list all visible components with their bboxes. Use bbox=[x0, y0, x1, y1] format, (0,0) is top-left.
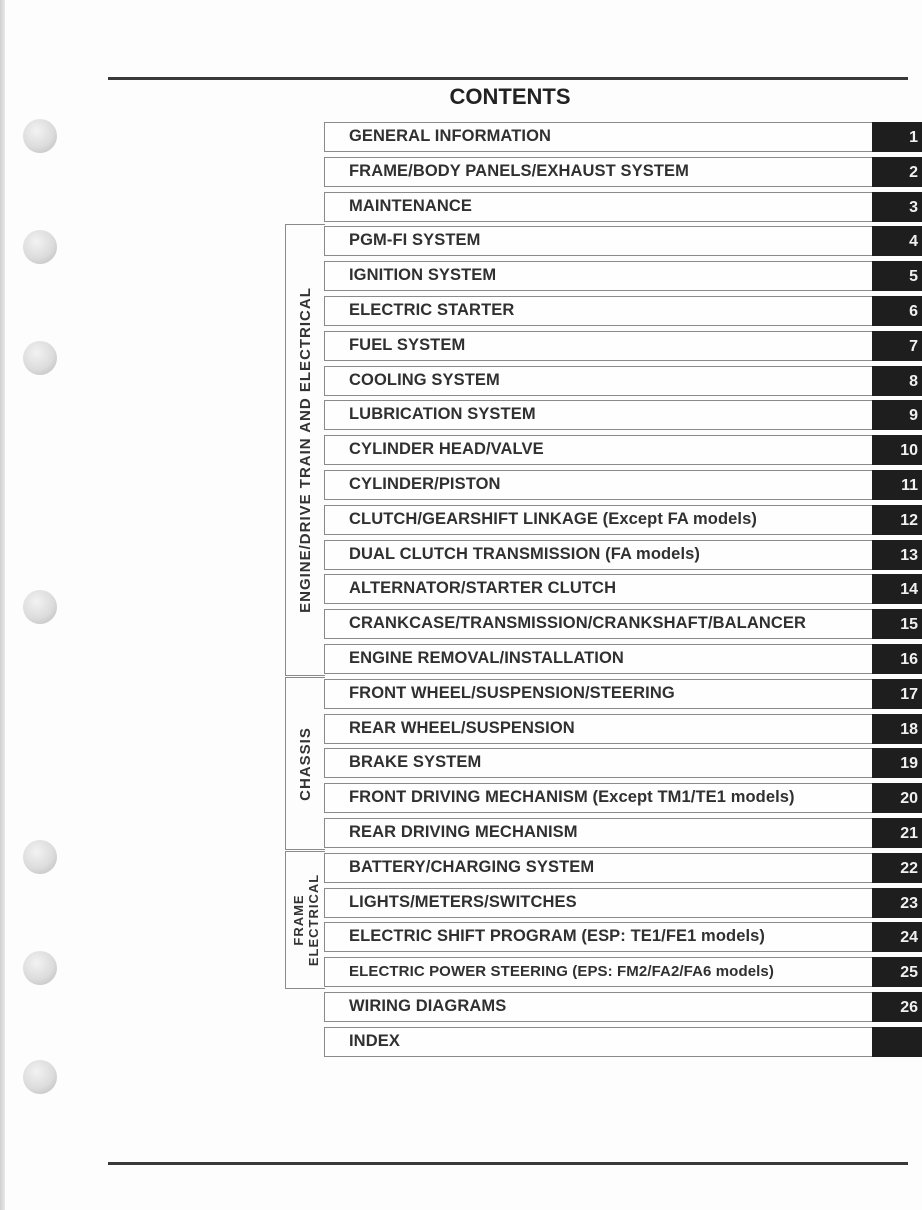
section-tab[interactable]: 4 bbox=[872, 226, 922, 256]
toc-row[interactable] bbox=[324, 296, 872, 326]
section-tab[interactable]: 19 bbox=[872, 748, 922, 778]
section-tab[interactable]: 11 bbox=[872, 470, 922, 500]
section-tab[interactable]: 12 bbox=[872, 505, 922, 535]
section-tab[interactable]: 3 bbox=[872, 192, 922, 222]
bottom-rule bbox=[108, 1162, 908, 1165]
section-tab[interactable]: 23 bbox=[872, 888, 922, 918]
group-frame-electrical bbox=[285, 851, 325, 989]
toc-row[interactable] bbox=[324, 888, 872, 918]
section-title[interactable]: LIGHTS/METERS/SWITCHES bbox=[349, 893, 577, 911]
toc-row[interactable] bbox=[324, 922, 872, 952]
toc-row[interactable] bbox=[324, 748, 872, 778]
toc-row[interactable] bbox=[324, 1027, 872, 1057]
section-title[interactable]: FUEL SYSTEM bbox=[349, 336, 466, 354]
section-title[interactable]: COOLING SYSTEM bbox=[349, 371, 500, 389]
toc-row[interactable] bbox=[324, 470, 872, 500]
group-engine-drive-train-electrical bbox=[285, 224, 325, 676]
section-title[interactable]: CRANKCASE/TRANSMISSION/CRANKSHAFT/BALANCER bbox=[349, 614, 807, 632]
section-title[interactable]: ELECTRIC STARTER bbox=[349, 301, 515, 319]
binder-hole bbox=[23, 840, 57, 874]
section-title[interactable]: BATTERY/CHARGING SYSTEM bbox=[349, 858, 595, 876]
section-tab[interactable]: 14 bbox=[872, 574, 922, 604]
group-label: FRAME ELECTRICAL bbox=[290, 873, 321, 967]
section-title[interactable]: IGNITION SYSTEM bbox=[349, 266, 497, 284]
section-title[interactable]: ALTERNATOR/STARTER CLUTCH bbox=[349, 579, 617, 597]
toc-row[interactable] bbox=[324, 435, 872, 465]
section-tab[interactable]: 26 bbox=[872, 992, 922, 1022]
section-tab[interactable]: 5 bbox=[872, 261, 922, 291]
toc-row[interactable] bbox=[324, 192, 872, 222]
section-tab[interactable]: 1 bbox=[872, 122, 922, 152]
toc-row[interactable] bbox=[324, 261, 872, 291]
section-tab[interactable]: 25 bbox=[872, 957, 922, 987]
binder-hole bbox=[23, 590, 57, 624]
binder-hole bbox=[23, 1060, 57, 1094]
section-tab[interactable]: 15 bbox=[872, 609, 922, 639]
binder-hole bbox=[23, 951, 57, 985]
section-tab[interactable]: 8 bbox=[872, 366, 922, 396]
section-title[interactable]: GENERAL INFORMATION bbox=[349, 127, 552, 145]
section-tab[interactable]: 22 bbox=[872, 853, 922, 883]
section-tab[interactable]: 7 bbox=[872, 331, 922, 361]
toc-row[interactable] bbox=[324, 157, 872, 187]
section-title[interactable]: CYLINDER/PISTON bbox=[349, 475, 501, 493]
section-title[interactable]: PGM-FI SYSTEM bbox=[349, 231, 481, 249]
toc-row[interactable] bbox=[324, 957, 872, 987]
section-tab[interactable]: 24 bbox=[872, 922, 922, 952]
toc-row[interactable] bbox=[324, 574, 872, 604]
toc-row[interactable] bbox=[324, 505, 872, 535]
section-title[interactable]: WIRING DIAGRAMS bbox=[349, 997, 507, 1015]
section-title[interactable]: ELECTRIC POWER STEERING (EPS: FM2/FA2/FA6 models) bbox=[349, 963, 774, 980]
section-title[interactable]: ELECTRIC SHIFT PROGRAM (ESP: TE1/FE1 models) bbox=[349, 927, 766, 945]
section-title[interactable]: LUBRICATION SYSTEM bbox=[349, 405, 536, 423]
section-title[interactable]: INDEX bbox=[349, 1032, 400, 1050]
binder-hole bbox=[23, 230, 57, 264]
section-tab[interactable]: 10 bbox=[872, 435, 922, 465]
section-tab[interactable]: 18 bbox=[872, 714, 922, 744]
section-title[interactable]: ENGINE REMOVAL/INSTALLATION bbox=[349, 649, 624, 667]
toc-row[interactable] bbox=[324, 853, 872, 883]
section-title[interactable]: MAINTENANCE bbox=[349, 197, 473, 215]
section-title[interactable]: CLUTCH/GEARSHIFT LINKAGE (Except FA models) bbox=[349, 510, 757, 528]
section-tab[interactable]: 2 bbox=[872, 157, 922, 187]
section-tab[interactable]: 6 bbox=[872, 296, 922, 326]
section-tab[interactable] bbox=[872, 1027, 922, 1057]
top-rule bbox=[108, 77, 908, 80]
section-title[interactable]: CYLINDER HEAD/VALVE bbox=[349, 440, 544, 458]
section-title[interactable]: FRAME/BODY PANELS/EXHAUST SYSTEM bbox=[349, 162, 689, 180]
section-tab[interactable]: 20 bbox=[872, 783, 922, 813]
toc-row[interactable] bbox=[324, 366, 872, 396]
binder-hole bbox=[23, 119, 57, 153]
group-chassis bbox=[285, 677, 325, 850]
toc-row[interactable] bbox=[324, 714, 872, 744]
toc-row[interactable] bbox=[324, 818, 872, 848]
section-tab[interactable]: 9 bbox=[872, 400, 922, 430]
toc-row[interactable] bbox=[324, 122, 872, 152]
section-title[interactable]: REAR WHEEL/SUSPENSION bbox=[349, 719, 575, 737]
toc-row[interactable] bbox=[324, 783, 872, 813]
section-tab[interactable]: 13 bbox=[872, 540, 922, 570]
toc-row[interactable] bbox=[324, 644, 872, 674]
section-tab[interactable]: 21 bbox=[872, 818, 922, 848]
section-tab[interactable]: 17 bbox=[872, 679, 922, 709]
toc-row[interactable] bbox=[324, 609, 872, 639]
toc-row[interactable] bbox=[324, 226, 872, 256]
toc-row[interactable] bbox=[324, 679, 872, 709]
section-title[interactable]: REAR DRIVING MECHANISM bbox=[349, 823, 578, 841]
toc-row[interactable] bbox=[324, 540, 872, 570]
page-edge bbox=[0, 0, 5, 1210]
section-title[interactable]: DUAL CLUTCH TRANSMISSION (FA models) bbox=[349, 545, 701, 563]
binder-hole bbox=[23, 341, 57, 375]
section-tab[interactable]: 16 bbox=[872, 644, 922, 674]
page-title: CONTENTS bbox=[449, 84, 571, 109]
toc-row[interactable] bbox=[324, 400, 872, 430]
section-title[interactable]: FRONT DRIVING MECHANISM (Except TM1/TE1 models) bbox=[349, 788, 795, 806]
group-label: CHASSIS bbox=[296, 726, 314, 801]
section-title[interactable]: BRAKE SYSTEM bbox=[349, 753, 482, 771]
section-title[interactable]: FRONT WHEEL/SUSPENSION/STEERING bbox=[349, 684, 675, 702]
toc-row[interactable] bbox=[324, 331, 872, 361]
group-label: ENGINE/DRIVE TRAIN AND ELECTRICAL bbox=[296, 287, 314, 613]
toc-row[interactable] bbox=[324, 992, 872, 1022]
